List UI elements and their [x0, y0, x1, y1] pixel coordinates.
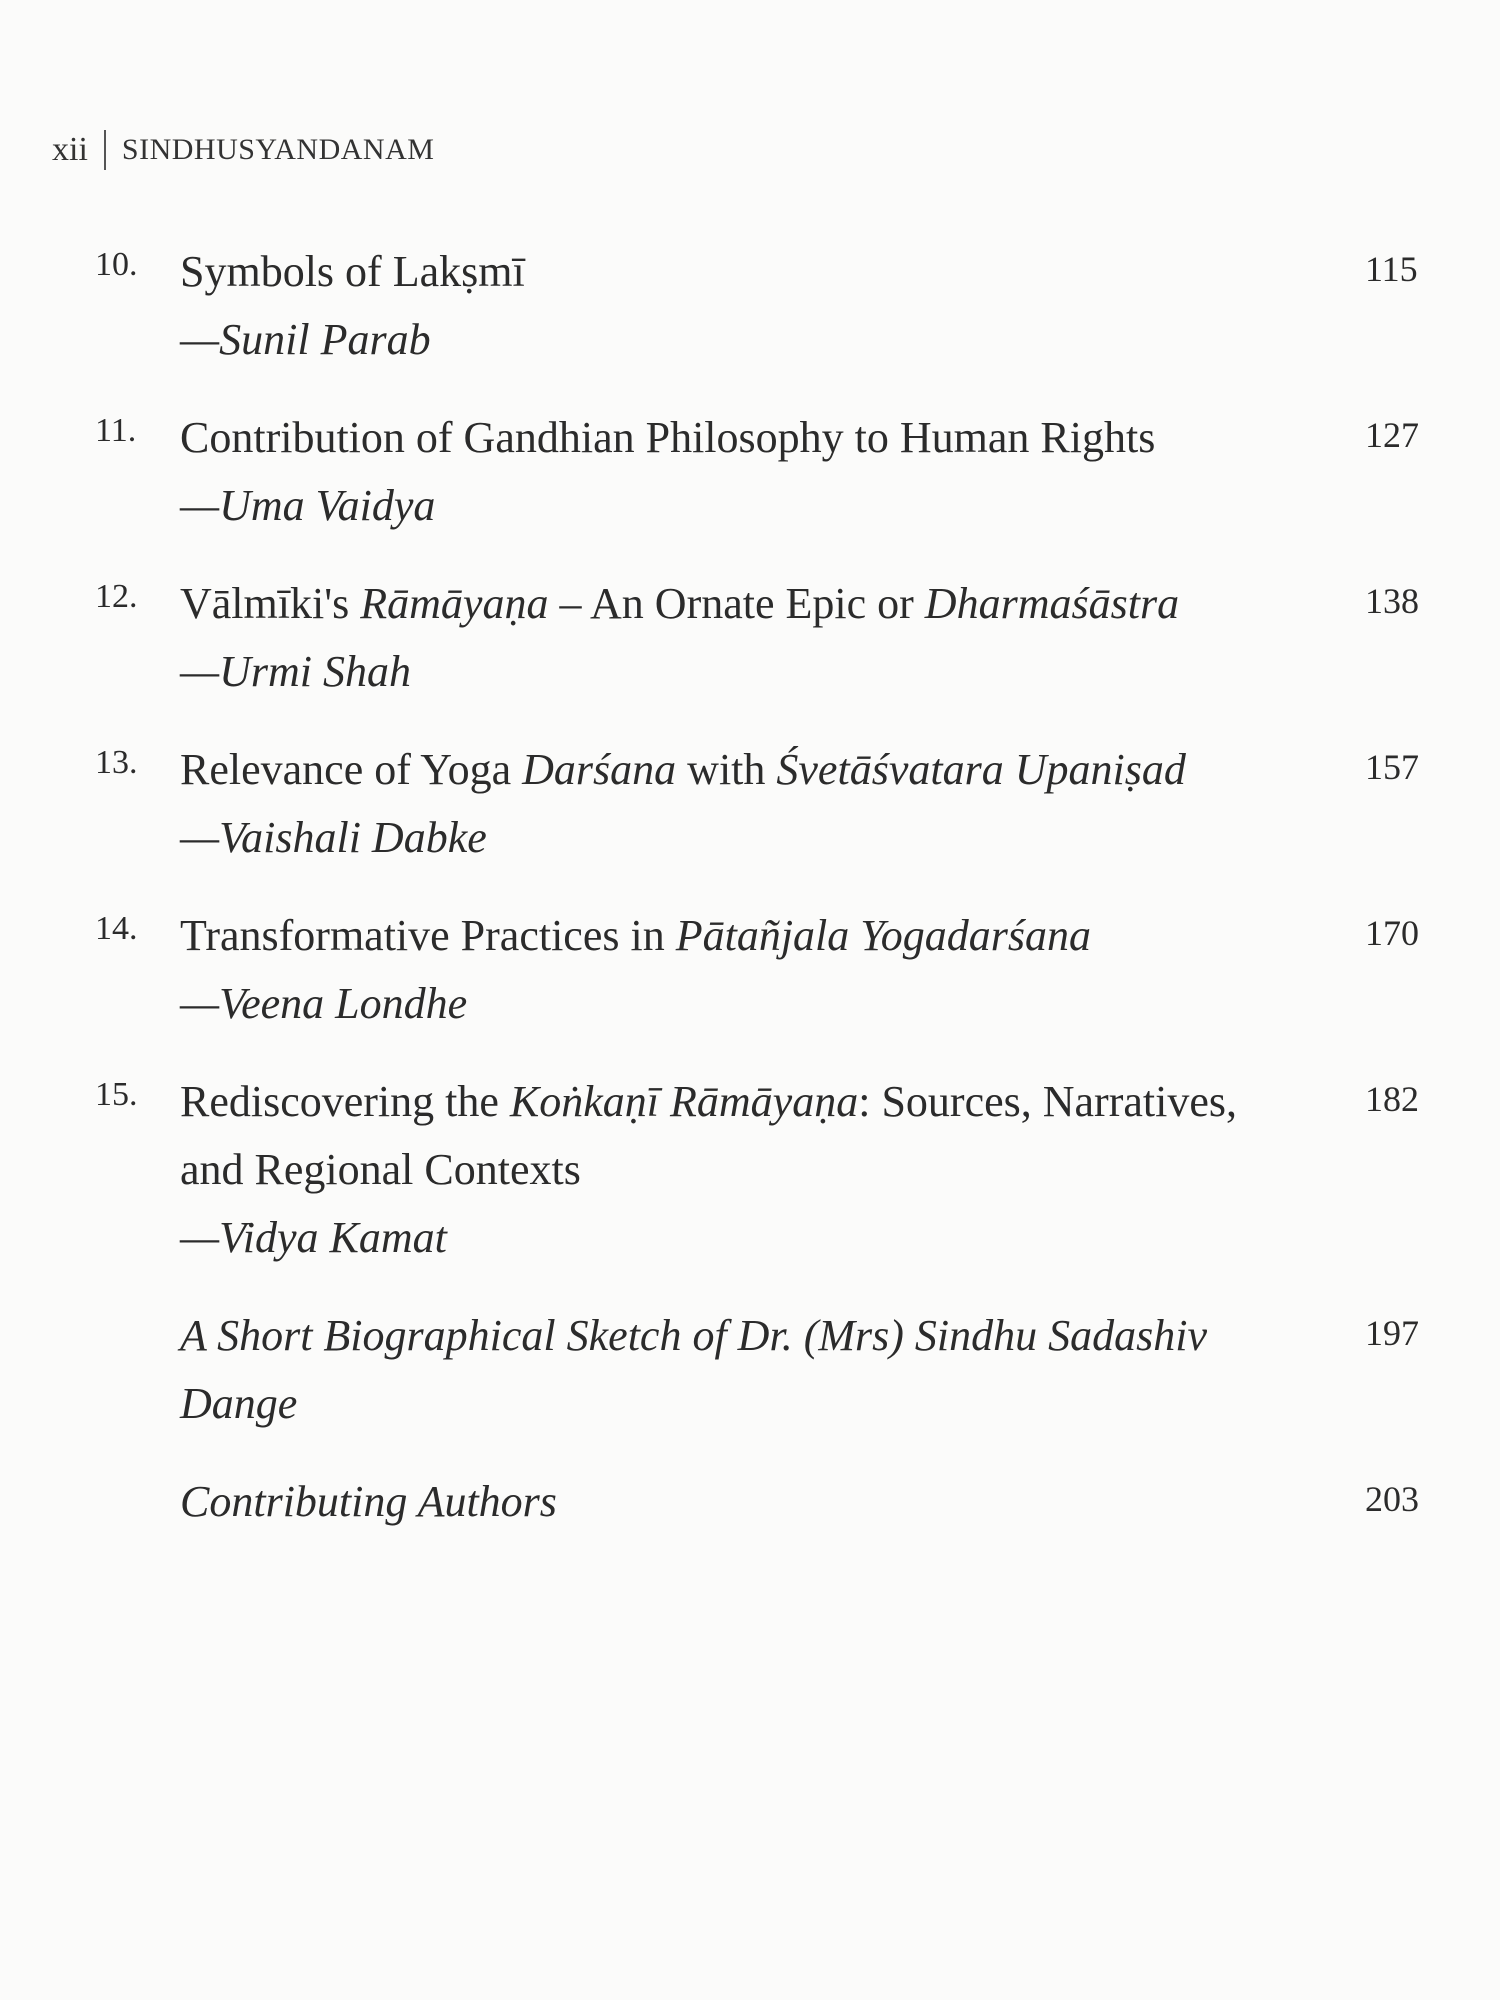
page-number: 115 [1365, 249, 1418, 289]
header-divider [104, 130, 106, 170]
page-number: 170 [1365, 913, 1419, 953]
title-segment: Rāmāyaṇa [360, 579, 549, 628]
chapter-number: 13. [95, 744, 138, 781]
title-segment: Koṅkaṇī Rāmāyaṇa [509, 1077, 859, 1126]
running-header [52, 130, 434, 170]
toc-entry [0, 404, 1500, 540]
chapter-author: —Vidya Kamat [180, 1213, 447, 1262]
title-segment: Dharmaśāstra [924, 579, 1180, 628]
toc-entry [0, 570, 1500, 706]
chapter-author: —Sunil Parab [180, 315, 431, 364]
chapter-number: 12. [95, 578, 138, 615]
title-segment: Rediscovering the [180, 1077, 510, 1126]
page-number: 138 [1365, 581, 1419, 621]
chapter-title [180, 238, 1300, 306]
toc-entry [0, 1302, 1500, 1438]
title-segment: Symbols of Lakṣmī [180, 247, 525, 296]
chapter-title [180, 736, 1300, 804]
chapter-author: —Uma Vaidya [180, 481, 436, 530]
title-segment: Darśana [522, 745, 677, 794]
page-number: 182 [1365, 1079, 1419, 1119]
page-number: 157 [1365, 747, 1419, 787]
table-of-contents [0, 238, 1500, 1566]
title-segment: Transformative Practices in [180, 911, 676, 960]
chapter-number: 10. [95, 246, 138, 283]
title-segment: : Sources, Narratives, and Regional Contexts [180, 1077, 1237, 1194]
toc-entry [0, 736, 1500, 872]
chapter-number: 11. [95, 412, 137, 449]
title-segment: Pātañjala Yogadarśana [675, 911, 1091, 960]
title-segment: Vālmīki's [180, 579, 361, 628]
running-title: SINDHUSYANDANAM [121, 133, 435, 166]
title-segment: A Short Biographical Sketch of Dr. (Mrs) Sindhu Sadashiv Dange [180, 1311, 1207, 1428]
toc-entry [0, 902, 1500, 1038]
title-segment: Contributing Authors [180, 1477, 557, 1526]
page-number: 127 [1365, 415, 1419, 455]
chapter-number: 15. [95, 1076, 138, 1113]
chapter-title [180, 1302, 1300, 1438]
toc-entry [0, 1468, 1500, 1536]
page-number: 203 [1365, 1479, 1419, 1519]
title-segment: with [676, 745, 777, 794]
chapter-title [180, 404, 1300, 472]
toc-entry [0, 1068, 1500, 1272]
chapter-title [180, 902, 1300, 970]
title-segment: Śvetāśvatara Upaniṣad [776, 745, 1186, 794]
chapter-title [180, 1068, 1300, 1204]
title-segment: Relevance of Yoga [180, 745, 523, 794]
title-segment: – An Ornate Epic or [548, 579, 925, 628]
chapter-author: —Urmi Shah [180, 647, 412, 696]
chapter-author: —Vaishali Dabke [180, 813, 487, 862]
chapter-title [180, 570, 1300, 638]
title-segment: Contribution of Gandhian Philosophy to Human Rights [180, 413, 1156, 462]
page-number: 197 [1365, 1313, 1419, 1353]
page-folio: xii [52, 131, 88, 168]
toc-entry [0, 238, 1500, 374]
chapter-author: —Veena Londhe [180, 979, 468, 1028]
chapter-number: 14. [95, 910, 138, 947]
chapter-title [180, 1468, 1300, 1536]
